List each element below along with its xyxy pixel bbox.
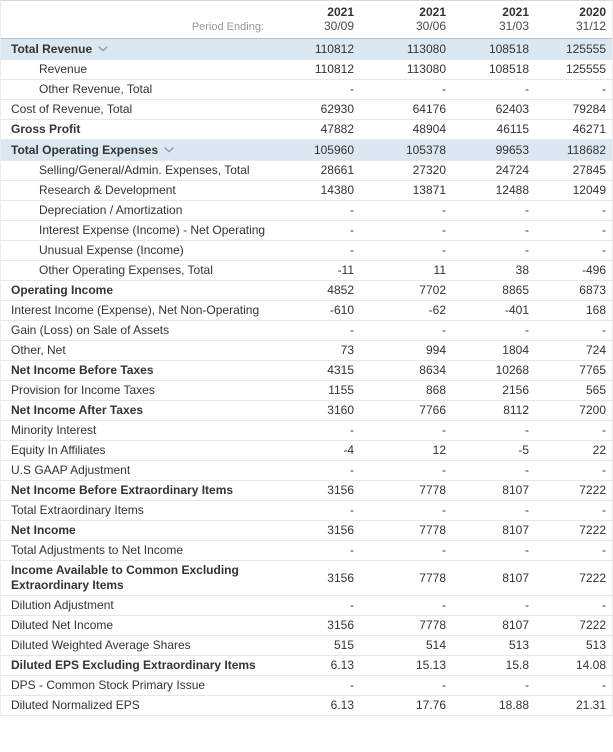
row-value: 2156 bbox=[452, 380, 535, 400]
row-value: - bbox=[535, 595, 612, 615]
row-value: -11 bbox=[270, 260, 360, 280]
row-value: 3160 bbox=[270, 400, 360, 420]
row-label: Diluted Net Income bbox=[11, 617, 114, 632]
row-value: 38 bbox=[452, 260, 535, 280]
row-value: 8112 bbox=[452, 400, 535, 420]
row-value: - bbox=[452, 540, 535, 560]
section-row[interactable] bbox=[1, 139, 612, 160]
row-value: 4852 bbox=[270, 280, 360, 300]
row-value: - bbox=[535, 420, 612, 440]
chevron-down-icon bbox=[164, 142, 174, 157]
row-value: 47882 bbox=[270, 119, 360, 139]
table-row bbox=[1, 440, 612, 460]
row-value: 8107 bbox=[452, 520, 535, 540]
row-value: 12049 bbox=[535, 180, 612, 200]
row-value: 7778 bbox=[360, 560, 452, 595]
table-row bbox=[1, 595, 612, 615]
row-value: - bbox=[535, 79, 612, 99]
row-label: Other Operating Expenses, Total bbox=[39, 262, 213, 277]
table-row bbox=[1, 560, 612, 595]
row-value: - bbox=[270, 595, 360, 615]
row-value: 1155 bbox=[270, 380, 360, 400]
column-header-q1-2021 bbox=[452, 1, 535, 38]
table-row bbox=[1, 119, 612, 139]
column-year: 2021 bbox=[502, 4, 529, 19]
row-label: Minority Interest bbox=[11, 422, 97, 437]
table-row bbox=[1, 615, 612, 635]
row-value: 79284 bbox=[535, 99, 612, 119]
row-value: 21.31 bbox=[535, 695, 612, 715]
table-row bbox=[1, 420, 612, 440]
row-value: -401 bbox=[452, 300, 535, 320]
row-value: - bbox=[270, 220, 360, 240]
row-value: - bbox=[360, 460, 452, 480]
table-row bbox=[1, 695, 612, 715]
row-value: - bbox=[270, 460, 360, 480]
row-label: Net Income bbox=[11, 522, 76, 537]
row-value: - bbox=[360, 675, 452, 695]
row-label: Interest Income (Expense), Net Non-Operating bbox=[11, 302, 260, 317]
row-value: 7765 bbox=[535, 360, 612, 380]
table-body bbox=[1, 38, 612, 715]
row-value: 14.08 bbox=[535, 655, 612, 675]
row-label: Gross Profit bbox=[11, 121, 81, 136]
table-row bbox=[1, 79, 612, 99]
row-value: - bbox=[535, 540, 612, 560]
row-value: 118682 bbox=[535, 139, 612, 160]
table-row bbox=[1, 300, 612, 320]
row-value: 514 bbox=[360, 635, 452, 655]
row-value: 125555 bbox=[535, 38, 612, 59]
table-row bbox=[1, 320, 612, 340]
row-label: Total Adjustments to Net Income bbox=[11, 542, 184, 557]
row-value: - bbox=[452, 460, 535, 480]
row-value: - bbox=[270, 675, 360, 695]
row-label: Selling/General/Admin. Expenses, Total bbox=[39, 162, 250, 177]
column-year: 2021 bbox=[419, 4, 446, 19]
row-label: Research & Development bbox=[39, 182, 176, 197]
column-date: 31/03 bbox=[498, 18, 529, 33]
row-value: 3156 bbox=[270, 615, 360, 635]
row-value: - bbox=[452, 675, 535, 695]
row-value: 13871 bbox=[360, 180, 452, 200]
row-label: DPS - Common Stock Primary Issue bbox=[11, 677, 206, 692]
row-value: 6.13 bbox=[270, 655, 360, 675]
row-label: Net Income Before Taxes bbox=[11, 362, 154, 377]
financials-table bbox=[1, 1, 612, 716]
row-value: - bbox=[360, 420, 452, 440]
row-value: 17.76 bbox=[360, 695, 452, 715]
table-row bbox=[1, 240, 612, 260]
row-value: 513 bbox=[535, 635, 612, 655]
row-value: - bbox=[535, 240, 612, 260]
row-label: Unusual Expense (Income) bbox=[39, 242, 184, 257]
table-row bbox=[1, 635, 612, 655]
row-value: 7702 bbox=[360, 280, 452, 300]
row-value: - bbox=[452, 200, 535, 220]
row-value: - bbox=[535, 220, 612, 240]
row-label: Net Income After Taxes bbox=[11, 402, 144, 417]
row-value: 3156 bbox=[270, 560, 360, 595]
row-value: 105960 bbox=[270, 139, 360, 160]
row-value: 3156 bbox=[270, 520, 360, 540]
table-row bbox=[1, 480, 612, 500]
row-value: -4 bbox=[270, 440, 360, 460]
row-value: - bbox=[535, 675, 612, 695]
row-label: Revenue bbox=[39, 61, 88, 76]
row-value: 168 bbox=[535, 300, 612, 320]
table-row bbox=[1, 59, 612, 79]
section-row[interactable] bbox=[1, 38, 612, 59]
row-value: 10268 bbox=[452, 360, 535, 380]
row-value: 18.88 bbox=[452, 695, 535, 715]
row-value: 6.13 bbox=[270, 695, 360, 715]
row-value: 4315 bbox=[270, 360, 360, 380]
row-value: 7222 bbox=[535, 520, 612, 540]
row-label: U.S GAAP Adjustment bbox=[11, 462, 131, 477]
row-label: Interest Expense (Income) - Net Operating bbox=[39, 222, 266, 237]
row-value: 565 bbox=[535, 380, 612, 400]
row-value: 105378 bbox=[360, 139, 452, 160]
table-header bbox=[1, 1, 612, 38]
row-value: - bbox=[360, 320, 452, 340]
row-value: 8107 bbox=[452, 560, 535, 595]
row-value: 724 bbox=[535, 340, 612, 360]
row-value: - bbox=[360, 500, 452, 520]
table-row bbox=[1, 99, 612, 119]
row-value: 994 bbox=[360, 340, 452, 360]
row-value: - bbox=[270, 500, 360, 520]
row-value: 7200 bbox=[535, 400, 612, 420]
row-value: 11 bbox=[360, 260, 452, 280]
table-row bbox=[1, 520, 612, 540]
row-value: - bbox=[360, 220, 452, 240]
row-value: -62 bbox=[360, 300, 452, 320]
column-year: 2020 bbox=[579, 4, 606, 19]
row-value: 12488 bbox=[452, 180, 535, 200]
row-value: - bbox=[535, 200, 612, 220]
row-value: 73 bbox=[270, 340, 360, 360]
row-value: 28661 bbox=[270, 160, 360, 180]
row-value: 513 bbox=[452, 635, 535, 655]
row-label: Gain (Loss) on Sale of Assets bbox=[11, 322, 170, 337]
row-value: 46271 bbox=[535, 119, 612, 139]
table-row bbox=[1, 220, 612, 240]
row-value: 15.8 bbox=[452, 655, 535, 675]
row-label: Operating Income bbox=[11, 282, 114, 297]
row-value: 48904 bbox=[360, 119, 452, 139]
row-value: - bbox=[452, 320, 535, 340]
row-value: - bbox=[270, 420, 360, 440]
row-value: - bbox=[270, 200, 360, 220]
table-row bbox=[1, 160, 612, 180]
row-value: 1804 bbox=[452, 340, 535, 360]
row-value: 7778 bbox=[360, 480, 452, 500]
row-value: 99653 bbox=[452, 139, 535, 160]
row-label: Diluted Weighted Average Shares bbox=[11, 637, 191, 652]
row-value: 113080 bbox=[360, 59, 452, 79]
row-label: Depreciation / Amortization bbox=[39, 202, 183, 217]
column-date: 31/12 bbox=[575, 18, 606, 33]
row-value: 62403 bbox=[452, 99, 535, 119]
row-label: Diluted EPS Excluding Extraordinary Items bbox=[11, 657, 256, 672]
row-value: - bbox=[535, 320, 612, 340]
chevron-down-icon bbox=[98, 41, 108, 56]
row-value: - bbox=[452, 220, 535, 240]
table-row bbox=[1, 200, 612, 220]
row-value: 14380 bbox=[270, 180, 360, 200]
row-value: 868 bbox=[360, 380, 452, 400]
row-value: 7778 bbox=[360, 520, 452, 540]
row-value: 108518 bbox=[452, 38, 535, 59]
row-label: Net Income Before Extraordinary Items bbox=[11, 482, 234, 497]
row-value: 8865 bbox=[452, 280, 535, 300]
row-value: 7766 bbox=[360, 400, 452, 420]
row-value: 7222 bbox=[535, 615, 612, 635]
table-row bbox=[1, 280, 612, 300]
row-value: 24724 bbox=[452, 160, 535, 180]
row-value: -496 bbox=[535, 260, 612, 280]
row-value: 110812 bbox=[270, 38, 360, 59]
table-row bbox=[1, 260, 612, 280]
row-value: 7778 bbox=[360, 615, 452, 635]
table-row bbox=[1, 340, 612, 360]
row-value: - bbox=[452, 79, 535, 99]
column-header-q2-2021 bbox=[360, 1, 452, 38]
row-value: 12 bbox=[360, 440, 452, 460]
row-value: - bbox=[270, 79, 360, 99]
row-value: 8107 bbox=[452, 615, 535, 635]
row-value: - bbox=[270, 540, 360, 560]
column-date: 30/06 bbox=[415, 18, 446, 33]
table-row bbox=[1, 675, 612, 695]
row-value: 108518 bbox=[452, 59, 535, 79]
row-value: - bbox=[452, 240, 535, 260]
row-value: 62930 bbox=[270, 99, 360, 119]
column-header-q4-2020 bbox=[535, 1, 612, 38]
row-label: Total Operating Expenses bbox=[11, 142, 159, 157]
row-label: Total Extraordinary Items bbox=[11, 502, 144, 517]
row-value: 22 bbox=[535, 440, 612, 460]
row-value: 7222 bbox=[535, 480, 612, 500]
row-value: 15.13 bbox=[360, 655, 452, 675]
row-value: 113080 bbox=[360, 38, 452, 59]
row-value: - bbox=[360, 540, 452, 560]
row-label: Total Revenue bbox=[11, 41, 93, 56]
row-label: Other, Net bbox=[11, 342, 66, 357]
row-value: 6873 bbox=[535, 280, 612, 300]
table-row bbox=[1, 460, 612, 480]
row-value: 46115 bbox=[452, 119, 535, 139]
table-row bbox=[1, 655, 612, 675]
row-label: Provision for Income Taxes bbox=[11, 382, 155, 397]
row-value: - bbox=[535, 460, 612, 480]
row-value: - bbox=[270, 240, 360, 260]
row-value: - bbox=[452, 420, 535, 440]
row-value: - bbox=[360, 79, 452, 99]
row-value: 110812 bbox=[270, 59, 360, 79]
row-value: 27845 bbox=[535, 160, 612, 180]
row-label: Cost of Revenue, Total bbox=[11, 101, 133, 116]
row-value: - bbox=[270, 320, 360, 340]
row-value: - bbox=[360, 200, 452, 220]
table-row bbox=[1, 360, 612, 380]
row-value: 3156 bbox=[270, 480, 360, 500]
row-value: 8107 bbox=[452, 480, 535, 500]
row-value: 515 bbox=[270, 635, 360, 655]
row-label: Other Revenue, Total bbox=[39, 81, 153, 96]
row-value: - bbox=[452, 595, 535, 615]
row-value: 7222 bbox=[535, 560, 612, 595]
row-label: Dilution Adjustment bbox=[11, 597, 114, 612]
column-date: 30/09 bbox=[323, 18, 354, 33]
row-value: 8634 bbox=[360, 360, 452, 380]
row-value: -610 bbox=[270, 300, 360, 320]
row-value: - bbox=[360, 240, 452, 260]
period-ending-label: Period Ending: bbox=[191, 20, 264, 33]
row-label: Income Available to Common Excluding Extraordinary Items bbox=[11, 562, 239, 592]
table-row bbox=[1, 540, 612, 560]
column-year: 2021 bbox=[327, 4, 354, 19]
row-value: - bbox=[535, 500, 612, 520]
row-label: Equity In Affiliates bbox=[11, 442, 106, 457]
row-value: 27320 bbox=[360, 160, 452, 180]
row-value: - bbox=[360, 595, 452, 615]
row-value: - bbox=[452, 500, 535, 520]
row-value: -5 bbox=[452, 440, 535, 460]
row-value: 64176 bbox=[360, 99, 452, 119]
column-header-q3-2021 bbox=[270, 1, 360, 38]
table-row bbox=[1, 400, 612, 420]
table-row bbox=[1, 380, 612, 400]
table-row bbox=[1, 180, 612, 200]
row-label: Diluted Normalized EPS bbox=[11, 697, 140, 712]
row-value: 125555 bbox=[535, 59, 612, 79]
table-row bbox=[1, 500, 612, 520]
